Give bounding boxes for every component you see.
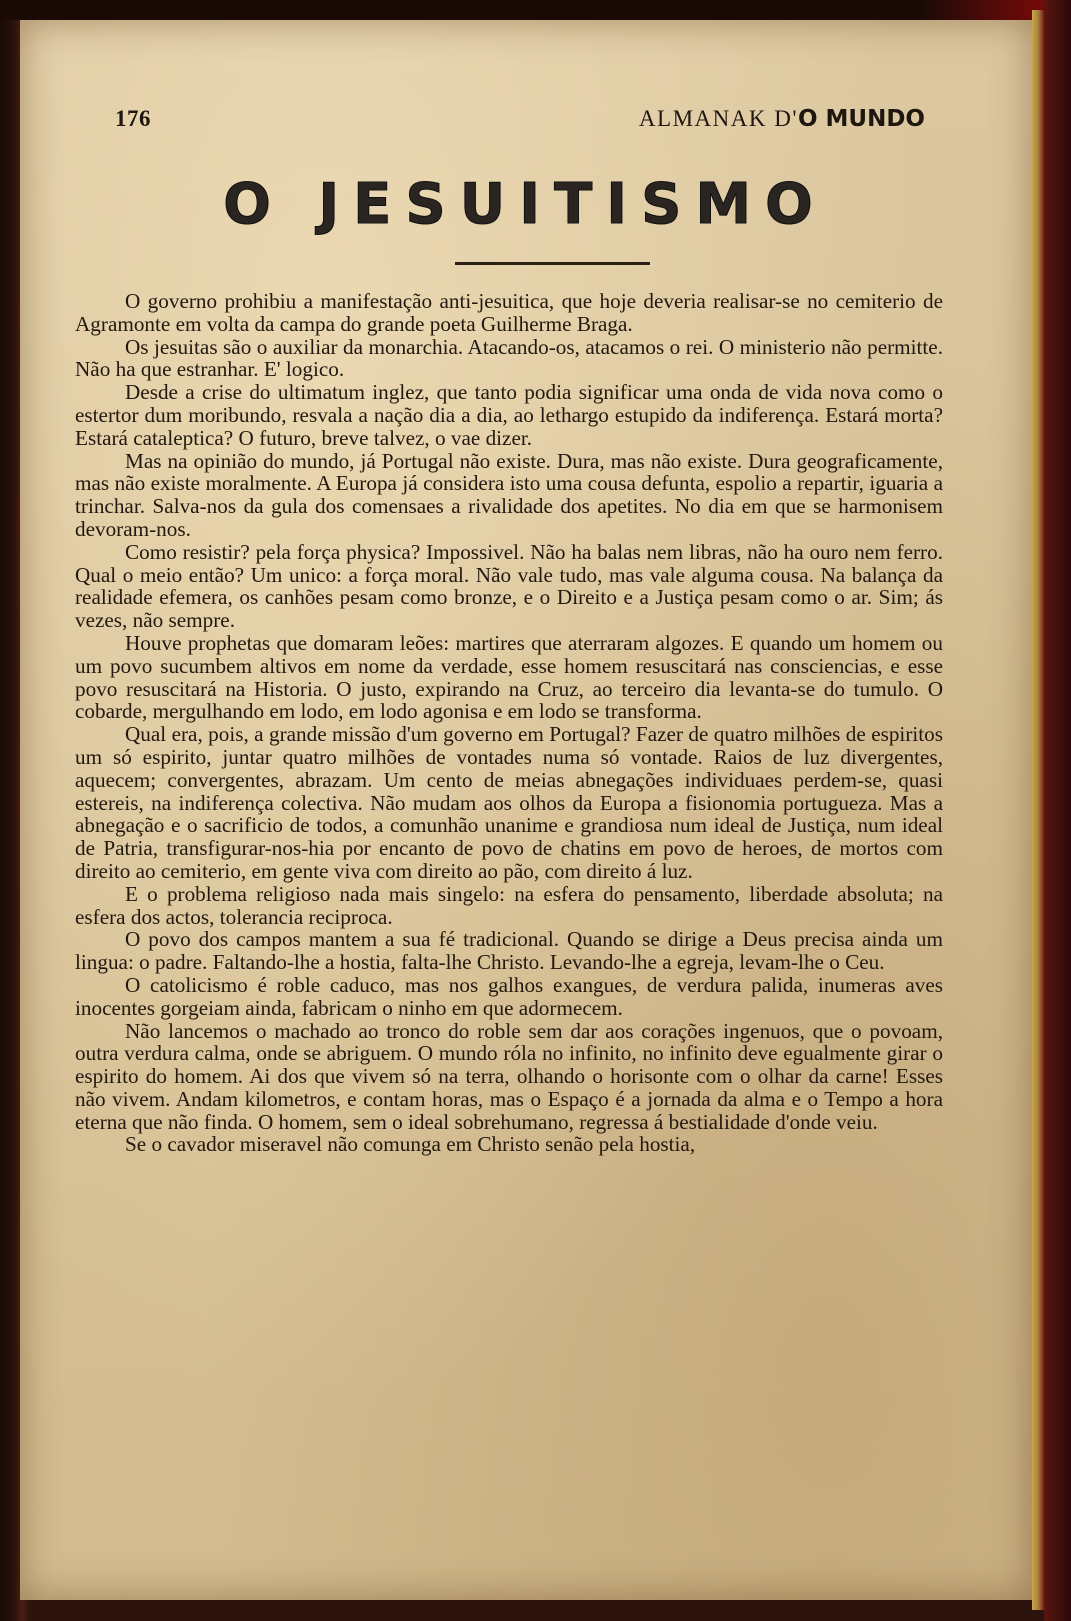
paragraph: Os jesuitas são o auxiliar da monarchia. Atacando-os, atacamos o rei. O ministerio não permitte. Não ha que estranhar. E' logico.	[75, 334, 943, 382]
running-title	[639, 106, 925, 132]
scan-top-border	[0, 0, 1071, 20]
page-header	[95, 106, 925, 136]
paragraph: Mas na opinião do mundo, já Portugal não existe. Dura, mas não existe. Dura geograficamente, mas não existe moralmente. A Europa já considera isto uma cousa defunta, espolio a repartir, iguaria a trinchar. Salva-nos da gula dos comensaes a rivalidade dos apetites. No dia em que se harmonisem devoram-nos.	[75, 448, 943, 541]
article-title: O JESUITISMO	[223, 172, 827, 237]
page-gilt-edge	[1032, 10, 1044, 1610]
paragraph: Como resistir? pela força physica? Impossivel. Não ha balas nem libras, não ha ouro nem ferro. Qual o meio então? Um unico: a força moral. Não vale tudo, mas vale alguma cousa. Na balança da realidade efemera, os canhões pesam como bronze, e o Direito e a Justiça pesam como o ar. Sim; ás vezes, não sempre.	[75, 539, 943, 633]
paragraph: O governo prohibiu a manifestação anti-jesuitica, que hoje deveria realisar-se no cemiterio de Agramonte em volta da campa do grande poeta Guilherme Braga.	[75, 289, 943, 336]
page-number: 176	[115, 106, 151, 131]
paragraph: E o problema religioso nada mais singelo: na esfera do pensamento, liberdade absoluta; na esfera dos actos, tolerancia reciproca.	[75, 881, 943, 929]
paragraph: O povo dos campos mantem a sua fé tradicional. Quando se dirige a Deus precisa ainda um lingua: o padre. Faltando-lhe a hostia, falta-lhe Christo. Levando-lhe a egreja, levam-lhe o Ceu.	[75, 927, 943, 975]
running-title-bold: O MUNDO	[797, 106, 925, 132]
paragraph: Desde a crise do ultimatum inglez, que tanto podia significar uma onda de vida nova como o estertor dum moribundo, resvala a nação dia a dia, ao lethargo estupido da indiferença. Estará morta? Estará cataleptica? O futuro, breve talvez, o vae dizer.	[75, 380, 943, 450]
running-title-prefix: ALMANAK D'	[638, 106, 798, 131]
title-divider	[455, 262, 650, 265]
paragraph: Não lancemos o machado ao tronco do roble sem dar aos corações ingenuos, que o povoam, outra verdura calma, onde se abriguem. O mundo róla no infinito, no infinito deve egualmente girar o espirito do homem. Ai dos que vivem só na terra, olhando o horisonte com o olhar da carne! Esses não vivem. Andam kilometros, e contam horas, mas o Espaço é a jornada da alma e o Tempo a hora eterna que não finda. O homem, sem o ideal sobrehumano, regressa á bestialidade d'onde veiu.	[75, 1018, 943, 1134]
scan-right-border	[1044, 0, 1071, 1621]
paragraph: Houve prophetas que domaram leões: martires que aterraram algozes. E quando um homem ou um povo sucumbem altivos em nome da verdade, esse homem resuscitará nas consciencias, e esse povo resuscitará na Historia. O justo, expirando na Cruz, ao terceiro dia levanta-se do tumulo. O cobarde, mergulhando em lodo, em lodo agonisa e em lodo se transforma.	[75, 630, 943, 724]
paragraph: Se o cavador miseravel não comunga em Christo senão pela hostia,	[125, 1132, 696, 1157]
article-body	[75, 290, 943, 1156]
paragraph: O catolicismo é roble caduco, mas nos galhos exangues, de verdura palida, inumeras aves inocentes gorgeiam ainda, fabricam o ninho em que adormecem.	[75, 972, 943, 1020]
paragraph: Qual era, pois, a grande missão d'um governo em Portugal? Fazer de quatro milhões de espiritos um só espirito, juntar quatro milhões de vontades numa só vontade. Raios de luz divergentes, aquecem; convergentes, abrazam. Um cento de meias abnegações individuaes perdem-se, quasi estereis, na indiferença colectiva. Não mudam aos olhos da Europa a fisionomia portugueza. Mas a abnegação e o sacrificio de todos, a comunhão unanime e grandiosa num ideal de Justiça, num ideal de Patria, transfigurar-nos-hia por encanto de povo de chatins em povo de heroes, de mortos com direito ao cemiterio, em gente viva com direito ao pão, com direito á luz.	[75, 722, 943, 883]
